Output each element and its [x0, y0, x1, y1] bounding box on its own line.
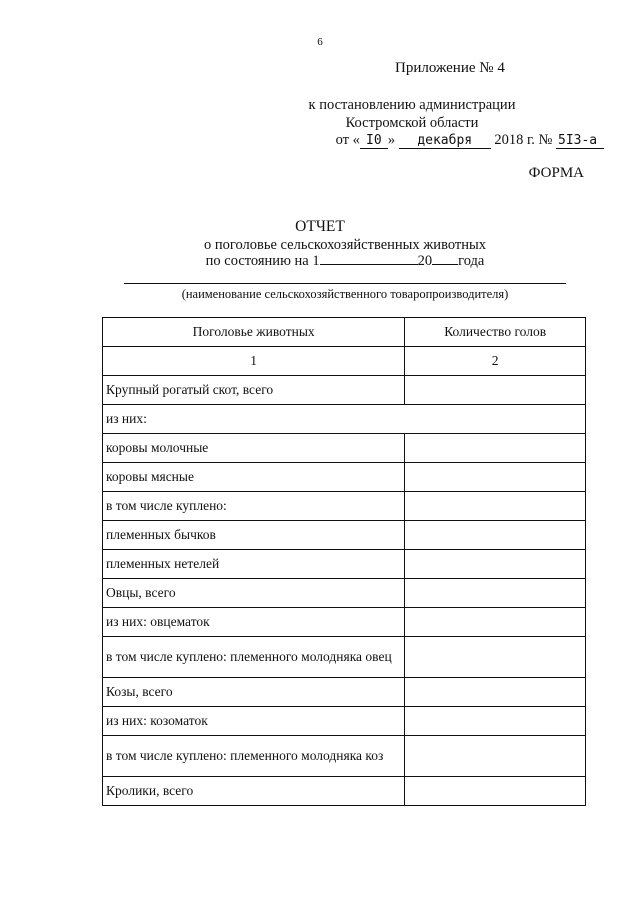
decree-day: I0: [360, 133, 388, 149]
table-row: [103, 521, 586, 550]
row-label: из них: овцематок: [103, 608, 405, 637]
row-label: в том числе куплено: племенного молодняка коз: [103, 736, 405, 777]
col2-number: 2: [405, 347, 586, 376]
decree-number: 5I3-а: [556, 133, 604, 149]
row-value-cell[interactable]: [405, 376, 586, 405]
row-label: племенных бычков: [103, 521, 405, 550]
decree-year: 2018 г. №: [494, 132, 553, 148]
table-row: [103, 405, 586, 434]
from-prefix: от «: [335, 132, 360, 148]
row-value-cell[interactable]: [405, 608, 586, 637]
date-prefix: по состоянию на 1: [205, 253, 320, 269]
row-label: коровы мясные: [103, 463, 405, 492]
row-value-cell[interactable]: [405, 777, 586, 806]
decree-line-2: Костромской области: [345, 115, 479, 131]
table-row: [103, 579, 586, 608]
table-row: [103, 492, 586, 521]
row-value-cell[interactable]: [405, 550, 586, 579]
col1-header: Поголовье животных: [103, 318, 405, 347]
row-label: племенных нетелей: [103, 550, 405, 579]
report-subtitle: о поголовье сельскохозяйственных животных: [204, 237, 486, 253]
table-row: [103, 463, 586, 492]
decree-reference: [252, 96, 572, 132]
date-blank-2: [432, 252, 458, 265]
table-row: [103, 777, 586, 806]
row-label: коровы молочные: [103, 434, 405, 463]
table-row: [103, 376, 586, 405]
row-value-cell[interactable]: [405, 579, 586, 608]
appendix-label: Приложение № 4: [395, 60, 505, 76]
table-row: [103, 434, 586, 463]
row-value-cell[interactable]: [405, 678, 586, 707]
decree-month: декабря: [399, 133, 491, 149]
table-row: [103, 707, 586, 736]
row-label: из них: козоматок: [103, 707, 405, 736]
row-label: Кролики, всего: [103, 777, 405, 806]
producer-caption: (наименование сельскохозяйственного товаропроизводителя): [181, 287, 509, 301]
date-blank-1: [320, 252, 418, 265]
col2-header: Количество голов: [405, 318, 586, 347]
row-value-cell[interactable]: [405, 637, 586, 678]
row-value-cell[interactable]: [405, 521, 586, 550]
report-date-line: [0, 252, 640, 270]
table-row: [103, 550, 586, 579]
row-label: Овцы, всего: [103, 579, 405, 608]
form-label: ФОРМА: [528, 165, 584, 181]
row-value-cell[interactable]: [405, 463, 586, 492]
row-label: из них:: [103, 405, 586, 434]
table-row: [103, 736, 586, 777]
table-row: [103, 608, 586, 637]
row-label: в том числе куплено: племенного молодняка овец: [103, 637, 405, 678]
table-number-row: [103, 347, 586, 376]
col1-number: 1: [103, 347, 405, 376]
row-label: в том числе куплено:: [103, 492, 405, 521]
report-title: ОТЧЕТ: [295, 218, 345, 235]
page-number: 6: [317, 36, 323, 48]
row-value-cell[interactable]: [405, 707, 586, 736]
row-label: Козы, всего: [103, 678, 405, 707]
producer-name-line: [124, 283, 566, 284]
date-mid: 20: [417, 253, 433, 269]
row-label: Крупный рогатый скот, всего: [103, 376, 405, 405]
row-value-cell[interactable]: [405, 434, 586, 463]
table-header-row: [103, 318, 586, 347]
decree-date-number: [336, 132, 604, 149]
livestock-table: [102, 317, 586, 806]
row-value-cell[interactable]: [405, 492, 586, 521]
row-value-cell[interactable]: [405, 736, 586, 777]
decree-line-1: к постановлению администрации: [308, 97, 516, 113]
table-row: [103, 678, 586, 707]
date-suffix: года: [458, 253, 485, 269]
quote-close: »: [387, 132, 396, 148]
table-row: [103, 637, 586, 678]
